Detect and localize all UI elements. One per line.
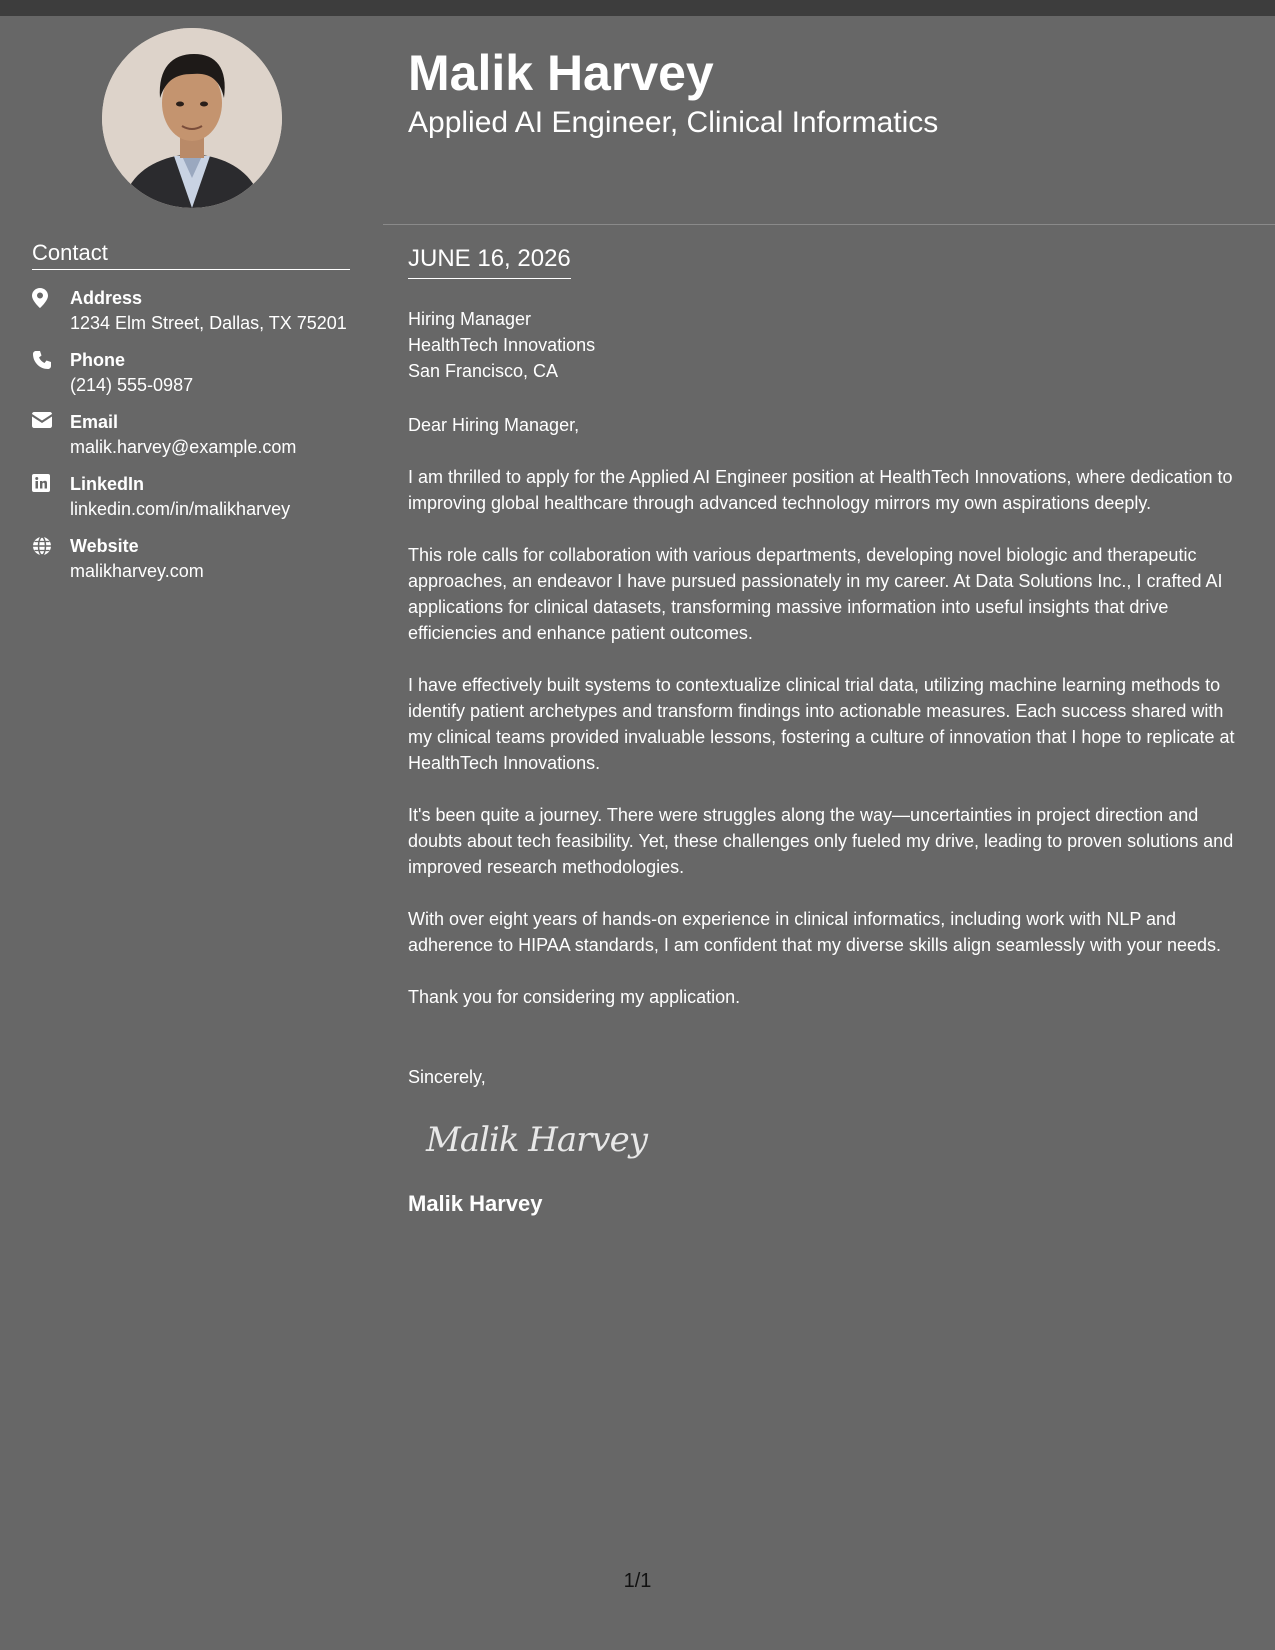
contact-label: Email <box>70 412 119 432</box>
website-value: malikharvey.com <box>70 561 204 581</box>
handwritten-signature: Malik Harvey <box>426 1120 647 1160</box>
recipient-block <box>408 306 1250 384</box>
address-value: 1234 Elm Street, Dallas, TX 75201 <box>70 313 347 333</box>
contact-item-address <box>32 286 350 336</box>
applicant-title: Applied AI Engineer, Clinical Informatics <box>408 106 939 139</box>
contact-label: LinkedIn <box>70 474 145 494</box>
letter-date: JUNE 16, 2026 <box>408 244 571 279</box>
letter-body <box>408 244 1250 1218</box>
linkedin-icon <box>32 472 70 522</box>
recipient-line: San Francisco, CA <box>408 361 559 381</box>
contact-item-phone <box>32 348 350 398</box>
profile-photo <box>102 28 282 208</box>
phone-icon <box>32 348 70 398</box>
contact-label: Website <box>70 536 139 556</box>
letter-paragraph: With over eight years of hands-on experience in clinical informatics, including work with NLP and adherence to HIPAA standards, I am confident that my diverse skills align seamlessly with your needs. <box>408 909 1222 955</box>
applicant-name: Malik Harvey <box>408 45 714 101</box>
contact-item-email <box>32 410 350 460</box>
recipient-line: HealthTech Innovations <box>408 335 596 355</box>
header <box>408 40 1248 140</box>
contact-item-linkedin <box>32 472 350 522</box>
top-bar <box>0 0 1275 16</box>
letter-paragraph: I am thrilled to apply for the Applied AI Engineer position at HealthTech Innovations, where dedication to improving global healthcare through advanced technology mirrors my own aspirations deeply. <box>408 467 1233 513</box>
linkedin-value: linkedin.com/in/malikharvey <box>70 499 291 519</box>
email-value: malik.harvey@example.com <box>70 437 297 457</box>
letter-paragraph: This role calls for collaboration with various departments, developing novel biologic and therapeutic approaches, an endeavor I have pursued passionately in my career. At Data Solutions Inc., I crafted AI applications for clinical datasets, transforming massive information into useful insights that drive efficiencies and enhance patient outcomes. <box>408 545 1223 643</box>
map-pin-icon <box>32 286 70 336</box>
closing: Sincerely, <box>408 1067 486 1087</box>
page-number: 1/1 <box>623 1570 652 1592</box>
signed-name: Malik Harvey <box>408 1191 543 1216</box>
contact-label: Address <box>70 288 143 308</box>
envelope-icon <box>32 410 70 460</box>
phone-value: (214) 555-0987 <box>70 375 194 395</box>
contact-item-website <box>32 534 350 584</box>
contact-label: Phone <box>70 350 126 370</box>
letter-paragraph: It's been quite a journey. There were struggles along the way—uncertainties in project direction and doubts about tech feasibility. Yet, these challenges only fueled my drive, leading to proven solutions and improved research methodologies. <box>408 805 1234 877</box>
contact-heading: Contact <box>32 240 350 270</box>
letter-paragraph: I have effectively built systems to contextualize clinical trial data, utilizing machine learning methods to identify patient archetypes and transform findings into actionable measures. Each success shared with my clinical teams provided invaluable lessons, fostering a culture of innovation that I hope to replicate at HealthTech Innovations. <box>408 675 1235 773</box>
salutation: Dear Hiring Manager, <box>408 415 580 435</box>
contact-list <box>32 286 350 596</box>
profile-photo-illustration <box>102 28 282 208</box>
header-divider <box>383 224 1275 225</box>
sidebar <box>0 16 383 1650</box>
globe-icon <box>32 534 70 584</box>
recipient-line: Hiring Manager <box>408 309 532 329</box>
letter-paragraphs <box>408 464 1250 1010</box>
letter-paragraph: Thank you for considering my application. <box>408 987 741 1007</box>
